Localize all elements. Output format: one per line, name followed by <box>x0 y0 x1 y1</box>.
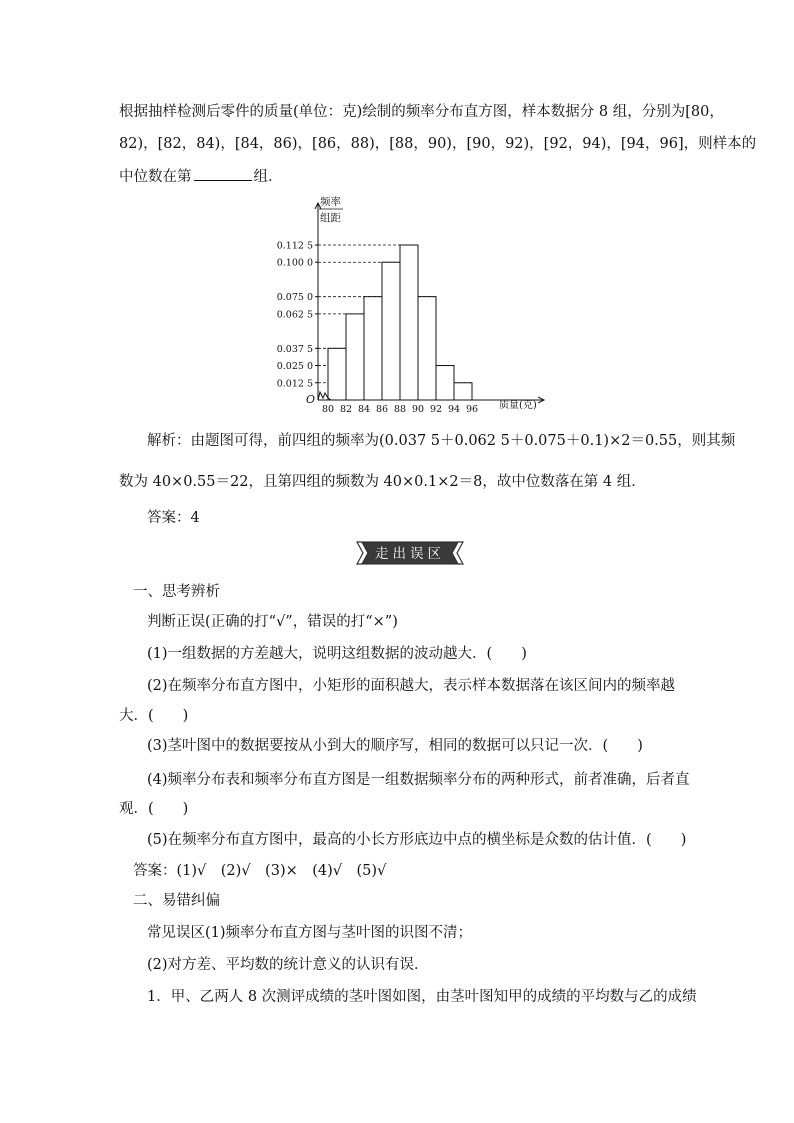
x-tick-label: 96 <box>465 404 479 415</box>
section1-instruction: 判断正误(正确的打“√”，错误的打“×”) <box>147 614 398 630</box>
y-tick-label: 0.062 5 <box>276 309 313 321</box>
judgement-item-3: (3)茎叶图中的数据要按从小到大的顺序写，相同的数据可以只记一次．( ) <box>147 738 643 754</box>
solution-line-2: 数为 40×0.55＝22，且第四组的频数为 40×0.1×2＝8，故中位数落在第 4 组． <box>119 474 646 490</box>
problem-line-1: 根据抽样检测后零件的质量(单位：克)绘制的频率分布直方图，样本数据分 8 组，分别为[80， <box>119 104 724 120</box>
answer-blank <box>194 166 252 181</box>
origin-label: O <box>306 393 316 406</box>
histogram-bar-80-82 <box>328 348 346 400</box>
judgement-item-1: (1)一组数据的方差越大，说明这组数据的波动越大．( ) <box>147 646 527 662</box>
y-tick-label: 0.112 5 <box>276 240 313 252</box>
section2-line-3: 1．甲、乙两人 8 次测评成绩的茎叶图如图，由茎叶图知甲的成绩的平均数与乙的成绩 <box>147 989 697 1005</box>
histogram-bar-94-96 <box>454 383 472 400</box>
solution-line-1: 解析：由题图可得，前四组的频率为(0.037 5＋0.062 5＋0.075＋0.1)×2＝0.55，则其频 <box>147 433 736 449</box>
section1-answer: 答案：(1)√ (2)√ (3)× (4)√ (5)√ <box>133 863 387 879</box>
y-tick-label: 0.037 5 <box>276 343 313 355</box>
y-tick-label: 0.075 0 <box>276 292 313 304</box>
judgement-item-5: (5)在频率分布直方图中，最高的小长方形底边中点的横坐标是众数的估计值．( ) <box>147 832 687 848</box>
histogram-bar-82-84 <box>346 314 364 400</box>
x-tick-label: 84 <box>357 404 371 415</box>
histogram-bar-84-86 <box>364 297 382 400</box>
y-tick-label: 0.100 0 <box>276 257 313 269</box>
section1-title: 一、思考辨析 <box>133 584 220 600</box>
histogram-bar-88-90 <box>400 245 418 400</box>
problem-line-3-suffix: 组． <box>253 169 283 185</box>
section2-title: 二、易错纠偏 <box>133 893 220 909</box>
y-tick-label: 0.025 0 <box>276 361 313 373</box>
histogram-bar-92-94 <box>436 366 454 400</box>
banner-text: 走出误区 <box>375 546 445 562</box>
x-tick-label: 80 <box>321 404 335 415</box>
x-axis-label: 质量(克) <box>499 400 537 411</box>
histogram-bar-86-88 <box>382 262 400 400</box>
section2-line-2: (2)对方差、平均数的统计意义的认识有误． <box>147 957 429 973</box>
ylabel-denominator: 组距 <box>320 212 341 224</box>
x-tick-label: 88 <box>393 404 407 415</box>
histogram-bar-90-92 <box>418 297 436 400</box>
section2-line-1: 常见误区(1)频率分布直方图与茎叶图的识图不清； <box>147 925 473 941</box>
judgement-item-2b: 大．( ) <box>119 708 189 724</box>
frequency-histogram <box>262 193 552 415</box>
y-tick-label: 0.012 5 <box>276 378 313 390</box>
judgement-item-4b: 观．( ) <box>119 801 189 817</box>
x-tick-label: 94 <box>447 404 461 415</box>
judgement-item-4a: (4)频率分布表和频率分布直方图是一组数据频率分布的两种形式，前者准确，后者直 <box>147 772 690 788</box>
ylabel-numerator: 频率 <box>320 196 341 208</box>
problem-line-3 <box>119 166 283 187</box>
problem-line-2: 82)，[82，84)，[84，86)，[86，88)，[88，90)，[90，92)，[92，94)，[94，96]，则样本的 <box>119 136 757 152</box>
problem-line-3-prefix: 中位数在第 <box>119 169 192 185</box>
section-banner <box>356 540 464 566</box>
x-tick-label: 82 <box>339 404 353 415</box>
solution-answer: 答案：4 <box>147 510 200 526</box>
judgement-item-2a: (2)在频率分布直方图中，小矩形的面积越大，表示样本数据落在该区间内的频率越 <box>147 678 676 694</box>
x-tick-label: 90 <box>411 404 425 415</box>
x-tick-label: 86 <box>375 404 389 415</box>
x-tick-label: 92 <box>429 404 443 415</box>
